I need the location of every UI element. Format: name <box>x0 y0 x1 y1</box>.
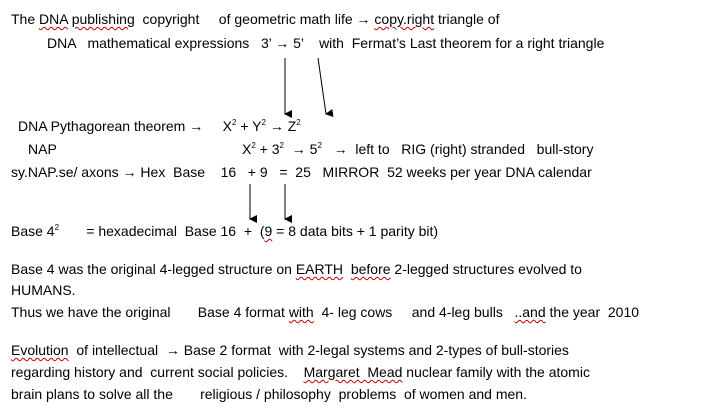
line-8: HUMANS. <box>11 282 76 298</box>
exponent: 2 <box>279 141 284 150</box>
exponent: 2 <box>232 118 237 127</box>
text: 2-legged structures evolved to <box>390 261 582 277</box>
misspelled-word: copy.right <box>374 11 435 27</box>
exponent: 2 <box>296 118 301 127</box>
line-12: brain plans to solve all the religious / philosophy problems of women and men. <box>11 386 527 402</box>
text: DNA Pythagorean theorem → X <box>18 118 232 134</box>
exponent: 2 <box>261 118 266 127</box>
misspelled-word: ..and <box>514 304 546 320</box>
misspelled-word: EARTH <box>295 261 344 277</box>
line-5: sy.NAP.se/ axons → Hex Base 16 + 9 = 25 MIRROR 52 weeks per year DNA calendar <box>11 164 592 180</box>
exponent: 2 <box>251 141 256 150</box>
line-4-label: NAP <box>28 141 57 157</box>
misspelled-word: 9 <box>264 223 273 239</box>
text: copyright of geometric math life <box>134 11 357 27</box>
misspelled-word: before <box>350 261 391 277</box>
exponent: 2 <box>54 223 60 232</box>
text: 4- leg cows and 4-leg bulls <box>313 304 515 320</box>
misspelled-word: Margaret Mead <box>303 364 403 380</box>
text: the year 2010 <box>545 304 640 320</box>
line-2: DNA mathematical expressions 3’ → 5’ with Fermat’s Last theorem for a right triangle <box>47 35 605 51</box>
text: = hexadecimal Base 16 + ( <box>59 223 265 239</box>
text: of intellectual → Base 2 format with 2-legal systems and 2-types of bull-stories <box>68 342 569 358</box>
text: + Y <box>236 118 262 134</box>
text: X <box>242 141 252 157</box>
arrow-icon: → <box>356 11 371 27</box>
text: → Z <box>265 118 297 134</box>
misspelled-word: Evolution <box>11 342 69 358</box>
text: Thus we have the original Base 4 format <box>11 304 289 320</box>
text: → left to RIG (right) stranded bull-story <box>321 141 594 157</box>
text: triangle of <box>434 11 500 27</box>
text: → 5 <box>284 141 318 157</box>
text: nuclear family with the atomic <box>402 364 590 380</box>
misspelled-word: DNA <box>39 11 68 27</box>
text: regarding history and current social policies. <box>11 364 304 380</box>
text: Base 4 was the original 4-legged structure on <box>11 261 296 277</box>
text: + 3 <box>255 141 280 157</box>
text: Base 4 <box>11 223 55 239</box>
misspelled-word: publishing <box>71 11 135 27</box>
text: The <box>11 11 40 27</box>
arrow-down-icon <box>318 58 326 114</box>
text: = 8 data bits + 1 parity bit) <box>272 223 439 239</box>
exponent: 2 <box>317 141 322 150</box>
misspelled-word: with <box>288 304 314 320</box>
